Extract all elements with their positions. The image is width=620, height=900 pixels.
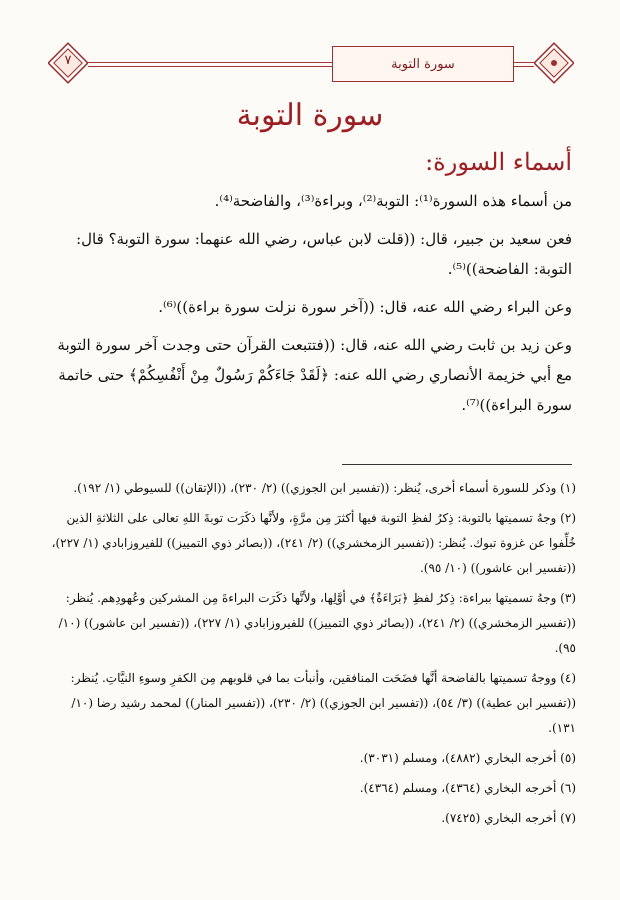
page-header [48, 42, 574, 84]
footnote: (١) وذكر للسورة أسماء أخرى، يُنظر: ((تفسير ابن الجوزي)) (٢/ ٢٣٠)، ((الإتقان)) للسيوطي (١/ ١٩٢). [73, 481, 576, 495]
footnote: (٥) أخرجه البخاري (٤٨٨٢)، ومسلم (٣٠٣١). [359, 751, 576, 765]
footnote: (٤) ووجهُ تسميتها بالفاضحة أنَّها فضَحَت المنافقين، وأنبأت بما في قلوبهم مِن الكفرِ وسوءِ النيَّاتِ. يُنظر: ((تفسير ابن عطية)) (٣/ ٥٤)، ((تفسير ابن الجوزي)) (٢/ ٢٣٠)، ((تفسير المنار)) لمحمد رشيد رضا (١٠/ ١٣١). [70, 671, 576, 735]
running-title: سورة التوبة [332, 46, 514, 82]
footnote: (٢) وجهُ تسميتها بالتوبة: ذِكرُ لفظِ التوبة فيها أكثرَ مِن مرَّةٍ، ولأنَّها ذكَرَت توبةَ اللهِ تعالى على الثلاثةِ الذين خُلِّفوا عن غزوة تبوك. يُنظر: ((تفسير الزمخشري)) (٢/ ٢٤١)، ((بصائر ذوي التمييز)) للفيروزابادي (١/ ٢٢٧)، ((تفسير ابن عاشور)) (١٠/ ٩٥). [51, 511, 576, 575]
paragraph: وعن زيد بن ثابت رضي الله عنه، قال: ((فتتبعت القرآن حتى وجدت آخر سورة التوبة مع أبي خزيمة الأنصاري رضي الله عنه: ﴿لَقَدْ جَاءَكُمْ رَسُولٌ مِنْ أَنْفُسِكُمْ﴾ حتى خاتمة سورة البراءة))⁽⁷⁾. [57, 336, 572, 414]
page-number: ٧ [64, 53, 72, 68]
footnote: (٧) أخرجه البخاري (٧٤٢٥). [441, 811, 576, 825]
footnote: (٦) أخرجه البخاري (٤٣٦٤)، ومسلم (٤٣٦٤). [359, 781, 576, 795]
section-heading: أسماء السورة: [425, 148, 572, 176]
ornament-icon [534, 42, 574, 84]
paragraph: من أسماء هذه السورة⁽¹⁾: التوبة⁽²⁾، وبراءة⁽³⁾، والفاضحة⁽⁴⁾. [214, 192, 572, 210]
footnotes [40, 476, 576, 836]
main-content [52, 148, 572, 428]
surah-title: سورة التوبة [236, 98, 384, 133]
footnote: (٣) وجهُ تسميتها ببراءة: ذِكرُ لفظِ ﴿بَرَاءَةٌ﴾ في أوَّلِها، ولأنَّها ذكَرَت البراءةَ مِن المشركين وعُهودِهم. يُنظر: ((تفسير الزمخشري)) (٢/ ٢٤١)، ((بصائر ذوي التمييز)) للفيروزابادي (١/ ٢٢٧)، ((تفسير ابن عاشور)) (١٠/ ٩٥). [58, 591, 576, 655]
paragraph: وعن البراء رضي الله عنه، قال: ((آخر سورة نزلت سورة براءة))⁽⁶⁾. [158, 298, 572, 316]
paragraph: فعن سعيد بن جبير، قال: ((قلت لابن عباس، رضي الله عنهما: سورة التوبة؟ قال: التوبة: الفاضحة))⁽⁵⁾. [76, 230, 572, 278]
footnote-divider [342, 464, 572, 465]
